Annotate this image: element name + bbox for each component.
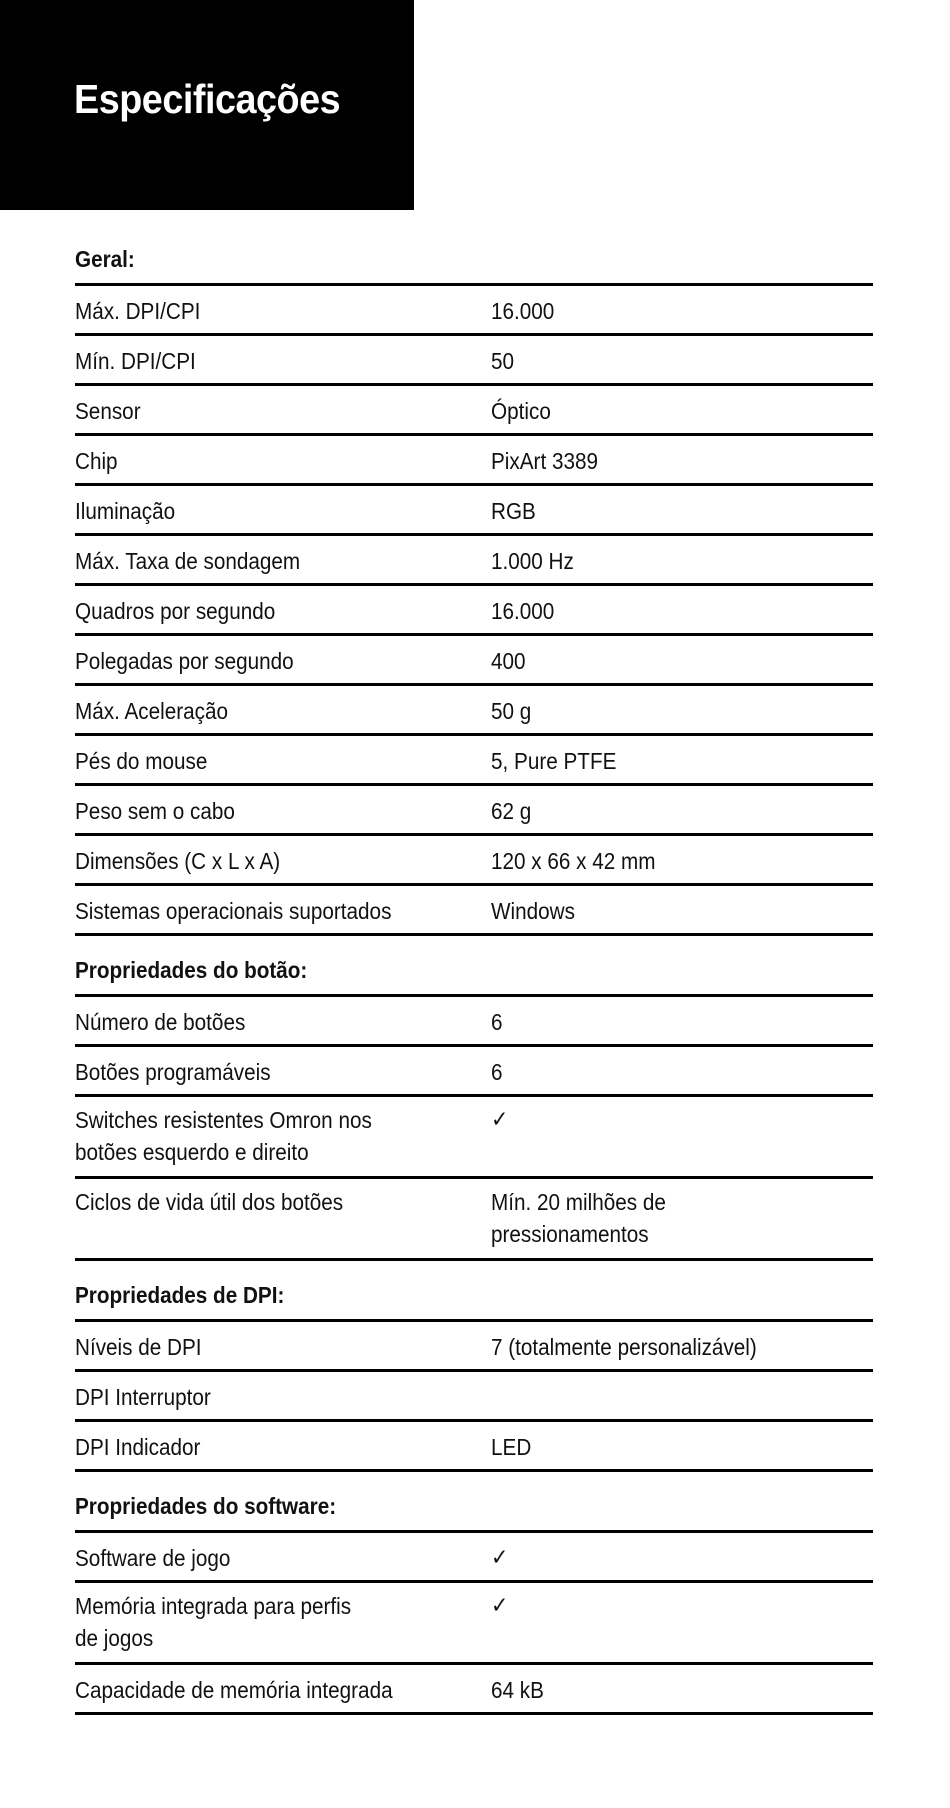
spec-row-sensor — [75, 386, 873, 436]
section-software — [75, 1472, 873, 1533]
spec-row-taxa-sondagem — [75, 536, 873, 586]
spec-label-line: botões esquerdo e direito — [75, 1139, 309, 1165]
spec-label: Iluminação — [75, 498, 176, 524]
spec-value: RGB — [491, 498, 536, 524]
spec-row-chip — [75, 436, 873, 486]
spec-label: Mín. DPI/CPI — [75, 348, 196, 374]
title-block — [0, 0, 414, 210]
spec-row-dimensoes — [75, 836, 873, 886]
spec-row-switches-omron — [75, 1097, 873, 1179]
spec-value: 400 — [491, 648, 526, 674]
spec-value: LED — [491, 1434, 532, 1460]
spec-row-botoes-programaveis — [75, 1047, 873, 1097]
spec-value: Óptico — [491, 398, 551, 424]
spec-value: 16.000 — [491, 298, 555, 324]
spec-row-sistemas — [75, 886, 873, 936]
spec-row-pes — [75, 736, 873, 786]
spec-row-max-dpi — [75, 286, 873, 336]
checkmark-icon: ✓ — [491, 1593, 509, 1619]
spec-row-dpi-indicador — [75, 1422, 873, 1472]
spec-label — [75, 1097, 449, 1168]
spec-row-min-dpi — [75, 336, 873, 386]
spec-row-polegadas — [75, 636, 873, 686]
section-heading-software: Propriedades do software: — [75, 1493, 337, 1519]
spec-row-dpi-interruptor — [75, 1372, 873, 1422]
section-heading-geral: Geral: — [75, 246, 135, 272]
section-dpi — [75, 1261, 873, 1322]
spec-value: 7 (totalmente personalizável) — [491, 1334, 757, 1360]
spec-table — [75, 236, 873, 1715]
spec-label-line: Memória integrada para perfis — [75, 1593, 352, 1619]
spec-row-memoria-perfis — [75, 1583, 873, 1665]
spec-label: Ciclos de vida útil dos botões — [75, 1189, 344, 1215]
spec-value-line: Mín. 20 milhões de — [491, 1189, 666, 1215]
spec-value: 120 x 66 x 42 mm — [491, 848, 656, 874]
spec-value: 50 — [491, 348, 515, 374]
spec-value: 50 g — [491, 698, 532, 724]
spec-label: Software de jogo — [75, 1545, 231, 1571]
spec-value — [491, 1179, 835, 1250]
spec-value: 5, Pure PTFE — [491, 748, 617, 774]
spec-row-ciclos-vida — [75, 1179, 873, 1261]
spec-label: DPI Interruptor — [75, 1384, 211, 1410]
spec-label: Máx. DPI/CPI — [75, 298, 201, 324]
section-geral — [75, 236, 873, 286]
spec-value-line: pressionamentos — [491, 1221, 649, 1247]
spec-value: PixArt 3389 — [491, 448, 599, 474]
spec-row-capacidade-memoria — [75, 1665, 873, 1715]
spec-value: 64 kB — [491, 1677, 544, 1703]
section-botao — [75, 936, 873, 997]
spec-label-line: Switches resistentes Omron nos — [75, 1107, 372, 1133]
spec-label: Número de botões — [75, 1009, 246, 1035]
spec-label: Sensor — [75, 398, 141, 424]
page-title: Especificações — [74, 76, 341, 122]
spec-row-aceleracao — [75, 686, 873, 736]
spec-label: DPI Indicador — [75, 1434, 201, 1460]
spec-row-numero-botoes — [75, 997, 873, 1047]
spec-value: Windows — [491, 898, 575, 924]
spec-label: Níveis de DPI — [75, 1334, 202, 1360]
spec-label: Pés do mouse — [75, 748, 208, 774]
spec-value: 1.000 Hz — [491, 548, 574, 574]
spec-label: Capacidade de memória integrada — [75, 1677, 393, 1703]
spec-label: Peso sem o cabo — [75, 798, 235, 824]
spec-label: Máx. Taxa de sondagem — [75, 548, 301, 574]
spec-label: Máx. Aceleração — [75, 698, 229, 724]
spec-label: Dimensões (C x L x A) — [75, 848, 281, 874]
spec-label: Polegadas por segundo — [75, 648, 294, 674]
spec-row-peso — [75, 786, 873, 836]
spec-value: 62 g — [491, 798, 532, 824]
spec-label: Sistemas operacionais suportados — [75, 898, 392, 924]
spec-label: Quadros por segundo — [75, 598, 276, 624]
spec-label: Botões programáveis — [75, 1059, 271, 1085]
spec-row-quadros — [75, 586, 873, 636]
section-heading-dpi: Propriedades de DPI: — [75, 1282, 285, 1308]
section-heading-botao: Propriedades do botão: — [75, 957, 308, 983]
spec-label-line: de jogos — [75, 1625, 154, 1651]
checkmark-icon: ✓ — [491, 1545, 509, 1571]
spec-row-niveis-dpi — [75, 1322, 873, 1372]
checkmark-icon: ✓ — [491, 1107, 509, 1133]
spec-label — [75, 1583, 449, 1654]
spec-row-software-jogo — [75, 1533, 873, 1583]
spec-value — [491, 1372, 835, 1381]
spec-value: 6 — [491, 1059, 503, 1085]
spec-label: Chip — [75, 448, 118, 474]
spec-value: 6 — [491, 1009, 503, 1035]
spec-row-iluminacao — [75, 486, 873, 536]
spec-value: 16.000 — [491, 598, 555, 624]
